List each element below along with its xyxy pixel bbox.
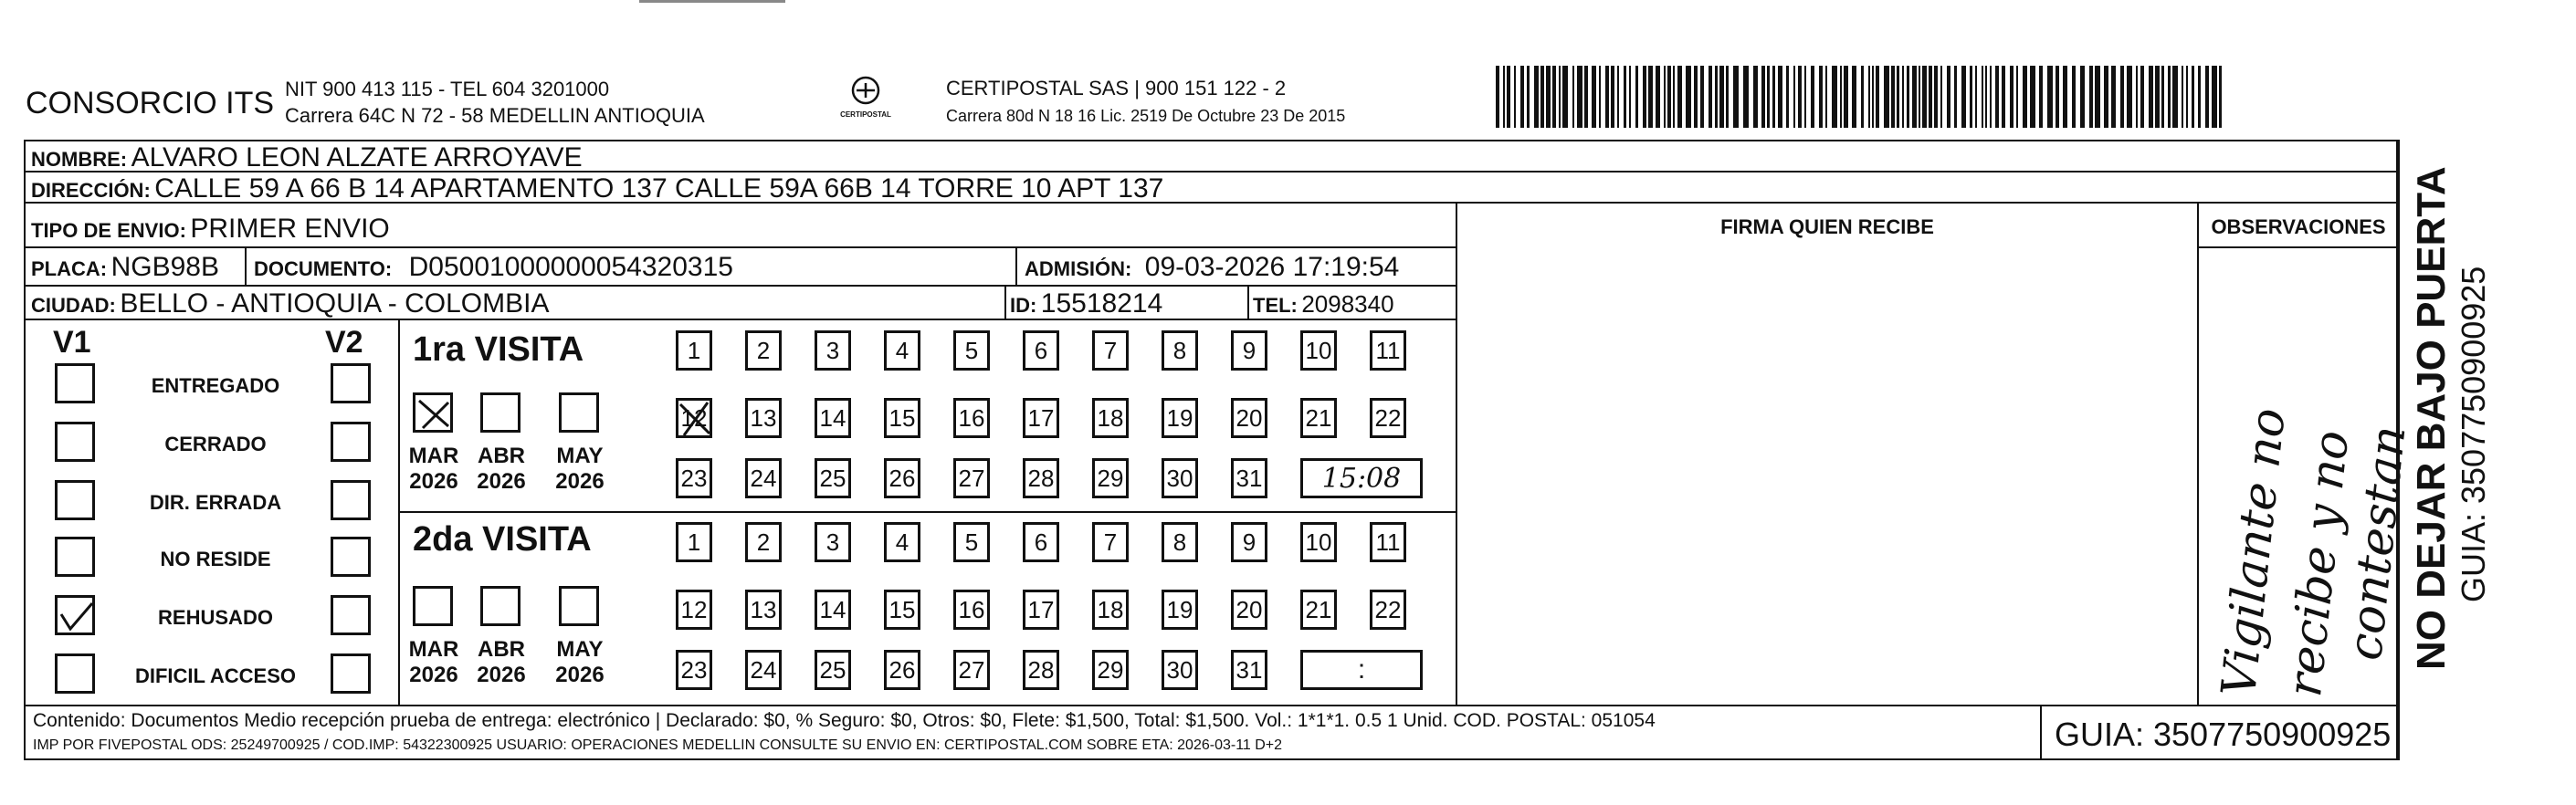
tel-label: TEL:	[1253, 294, 1298, 317]
barcode-bar	[2182, 66, 2183, 128]
day-box-15[interactable]: 15	[884, 398, 920, 438]
year-label: 2026	[409, 469, 458, 494]
row-line	[24, 246, 1456, 248]
tel-value: 2098340	[1301, 290, 1394, 318]
day-box-3[interactable]: 3	[815, 522, 851, 562]
barcode-bar	[1940, 66, 1942, 128]
day-box-9[interactable]: 9	[1231, 330, 1267, 371]
tipo-label: TIPO DE ENVIO:	[31, 219, 186, 242]
day-box-17[interactable]: 17	[1023, 398, 1059, 438]
barcode-bar	[2095, 66, 2100, 128]
barcode-bar	[2016, 66, 2018, 128]
barcode-bar	[1961, 66, 1966, 128]
barcode-bar	[2168, 66, 2171, 128]
day-box-22[interactable]: 22	[1370, 590, 1406, 630]
col-line	[1456, 202, 1457, 705]
id-value: 15518214	[1040, 288, 1163, 319]
barcode-bar	[1897, 66, 1899, 128]
barcode	[1496, 66, 2226, 128]
nit-line: NIT 900 413 115 - TEL 604 3201000	[285, 78, 610, 100]
month-label: ABR	[478, 637, 525, 662]
observacion-line-2: recibe y no	[2277, 427, 2360, 700]
barcode-bar	[1844, 66, 1848, 128]
barcode-bar	[1700, 66, 1704, 128]
v2-checkbox[interactable]	[331, 653, 371, 694]
barcode-bar	[2089, 66, 2093, 128]
barcode-bar	[1667, 66, 1671, 128]
barcode-bar	[1902, 66, 1904, 128]
day-box-8[interactable]: 8	[1162, 522, 1198, 562]
barcode-bar	[1907, 66, 1909, 128]
day-box-13[interactable]: 13	[745, 398, 782, 438]
barcode-bar	[2056, 66, 2059, 128]
v1-checkbox-dificil-acceso[interactable]	[55, 653, 95, 694]
day-box-14[interactable]: 14	[815, 398, 851, 438]
barcode-bar	[1540, 66, 1544, 128]
barcode-bar	[1743, 66, 1749, 128]
barcode-bar	[1832, 66, 1837, 128]
ciudad-row	[31, 288, 549, 319]
status-label: DIFICIL ACCESO	[134, 664, 296, 687]
barcode-bar	[2080, 66, 2085, 128]
barcode-bar	[1726, 66, 1729, 128]
visita2-title: 2da VISITA	[413, 520, 592, 559]
day-box-23[interactable]: 23	[676, 650, 712, 690]
month-label: MAR	[408, 444, 459, 468]
row-line	[24, 705, 2398, 706]
barcode-bar	[2030, 66, 2035, 128]
day-box-10[interactable]: 10	[1300, 522, 1337, 562]
col-line	[1247, 285, 1249, 319]
nombre-label: NOMBRE:	[31, 148, 128, 171]
barcode-bar	[2072, 66, 2076, 128]
barcode-bar	[2002, 66, 2005, 128]
barcode-bar	[1546, 66, 1551, 128]
day-box-16[interactable]: 16	[953, 398, 990, 438]
day-box-16[interactable]: 16	[953, 590, 990, 630]
time-box[interactable]: 15:08	[1300, 458, 1423, 498]
barcode-bar	[2120, 66, 2124, 128]
barcode-bar	[2155, 66, 2160, 128]
top-scan-line	[639, 0, 785, 3]
barcode-bar	[2136, 66, 2138, 128]
year-label: 2026	[555, 663, 605, 687]
barcode-bar	[1761, 66, 1765, 128]
month-checkbox-mar[interactable]	[413, 586, 453, 626]
v1-label: V1	[53, 325, 91, 360]
barcode-bar	[1982, 66, 1983, 128]
day-box-9[interactable]: 9	[1231, 522, 1267, 562]
v1-checkbox-no-reside[interactable]	[55, 537, 95, 577]
barcode-bar	[1648, 66, 1653, 128]
barcode-bar	[1629, 66, 1631, 128]
v1-checkbox-cerrado[interactable]	[55, 422, 95, 462]
year-label: 2026	[409, 663, 458, 687]
observaciones-header: OBSERVACIONES	[2211, 215, 2386, 238]
barcode-bar	[1970, 66, 1972, 128]
barcode-bar	[1611, 66, 1614, 128]
day-box-5[interactable]: 5	[953, 522, 990, 562]
barcode-bar	[2205, 66, 2209, 128]
logo-text: CERTIPOSTAL	[840, 110, 891, 119]
day-box-14[interactable]: 14	[815, 590, 851, 630]
barcode-bar	[2111, 66, 2116, 128]
barcode-bar	[1767, 66, 1770, 128]
col-line	[1004, 285, 1006, 319]
row-line	[24, 285, 1456, 287]
month-checkbox-mar[interactable]	[413, 392, 453, 433]
barcode-bar	[1496, 66, 1499, 128]
barcode-bar	[1503, 66, 1505, 128]
barcode-bar	[1562, 66, 1568, 128]
row-line	[2197, 246, 2398, 248]
barcode-bar	[2023, 66, 2027, 128]
v2-checkbox[interactable]	[331, 595, 371, 635]
v2-checkbox[interactable]	[331, 422, 371, 462]
day-box-8[interactable]: 8	[1162, 330, 1198, 371]
barcode-bar	[1852, 66, 1856, 128]
placa-row	[31, 252, 219, 283]
day-box-25[interactable]: 25	[815, 650, 851, 690]
day-box-29[interactable]: 29	[1092, 650, 1129, 690]
barcode-bar	[2010, 66, 2013, 128]
year-label: 2026	[477, 469, 526, 494]
barcode-bar	[1673, 66, 1675, 128]
barcode-bar	[2192, 66, 2194, 128]
day-box-10[interactable]: 10	[1300, 330, 1337, 371]
barcode-bar	[1891, 66, 1895, 128]
status-label: ENTREGADO	[151, 374, 280, 397]
v1-checkbox-dir-errada[interactable]	[55, 480, 95, 520]
day-box-4[interactable]: 4	[884, 522, 920, 562]
barcode-bar	[1861, 66, 1864, 128]
col-line	[1015, 246, 1017, 285]
status-label: CERRADO	[164, 433, 267, 455]
day-box-21[interactable]: 21	[1300, 398, 1337, 438]
barcode-bar	[1975, 66, 1977, 128]
month-label: MAY	[556, 637, 604, 662]
barcode-bar	[2063, 66, 2067, 128]
day-box-20[interactable]: 20	[1231, 398, 1267, 438]
barcode-bar	[1599, 66, 1601, 128]
certipostal-address: Carrera 80d N 18 16 Lic. 2519 De Octubre 23 De 2015	[946, 107, 1346, 125]
admision-value: 09-03-2026 17:19:54	[1144, 252, 1400, 282]
barcode-bar	[1819, 66, 1823, 128]
v2-checkbox[interactable]	[331, 480, 371, 520]
barcode-bar	[1798, 66, 1802, 128]
barcode-bar	[1559, 66, 1561, 128]
barcode-bar	[1868, 66, 1870, 128]
day-box-2[interactable]: 2	[745, 330, 782, 371]
documento-value: D05001000000054320315	[408, 252, 733, 282]
day-box-31[interactable]: 31	[1231, 458, 1267, 498]
barcode-bar	[1811, 66, 1814, 128]
month-checkbox-may[interactable]	[559, 586, 599, 626]
barcode-bar	[1884, 66, 1889, 128]
day-box-18[interactable]: 18	[1092, 398, 1129, 438]
documento-label: DOCUMENTO:	[254, 257, 393, 280]
day-box-25[interactable]: 25	[815, 458, 851, 498]
time-box[interactable]: :	[1300, 650, 1423, 690]
barcode-bar	[1572, 66, 1574, 128]
visita1-title: 1ra VISITA	[413, 330, 584, 369]
observacion-line-3: contestan	[2338, 423, 2417, 664]
barcode-bar	[1719, 66, 1724, 128]
documento-row	[254, 252, 733, 283]
barcode-bar	[2127, 66, 2132, 128]
barcode-bar	[2212, 66, 2217, 128]
direccion-row	[31, 173, 1163, 204]
barcode-bar	[1876, 66, 1879, 128]
day-box-29[interactable]: 29	[1092, 458, 1129, 498]
day-box-28[interactable]: 28	[1023, 458, 1059, 498]
month-label: MAR	[408, 637, 459, 662]
observacion-line-1: Vigilante no	[2212, 405, 2297, 700]
day-box-31[interactable]: 31	[1231, 650, 1267, 690]
day-box-4[interactable]: 4	[884, 330, 920, 371]
barcode-bar	[1715, 66, 1718, 128]
day-box-22[interactable]: 22	[1370, 398, 1406, 438]
company-address: Carrera 64C N 72 - 58 MEDELLIN ANTIOQUIA	[285, 104, 705, 127]
barcode-bar	[1872, 66, 1874, 128]
day-box-6[interactable]: 6	[1023, 522, 1059, 562]
barcode-bar	[1527, 66, 1530, 128]
barcode-bar	[1825, 66, 1827, 128]
barcode-bar	[1947, 66, 1950, 128]
barcode-bar	[1778, 66, 1782, 128]
barcode-bar	[1929, 66, 1932, 128]
v2-label: V2	[325, 325, 363, 360]
day-box-5[interactable]: 5	[953, 330, 990, 371]
day-box-27[interactable]: 27	[953, 650, 990, 690]
nombre-row	[31, 142, 583, 173]
month-checkbox-abr[interactable]	[480, 392, 520, 433]
id-row	[1010, 288, 1162, 319]
barcode-bar	[1786, 66, 1789, 128]
barcode-bar	[1552, 66, 1556, 128]
day-box-23[interactable]: 23	[676, 458, 712, 498]
month-label: ABR	[478, 444, 525, 468]
day-box-7[interactable]: 7	[1092, 522, 1129, 562]
cross-mark-icon	[678, 401, 711, 437]
barcode-bar	[1995, 66, 1999, 128]
barcode-bar	[1985, 66, 1987, 128]
day-box-11[interactable]: 11	[1370, 522, 1406, 562]
barcode-bar	[1534, 66, 1539, 128]
placa-label: PLACA:	[31, 257, 108, 280]
tel-row	[1253, 290, 1394, 319]
barcode-bar	[1592, 66, 1596, 128]
day-number: 12	[680, 403, 708, 432]
barcode-bar	[2039, 66, 2043, 128]
day-box-1[interactable]: 1	[676, 330, 712, 371]
day-box-15[interactable]: 15	[884, 590, 920, 630]
day-box-3[interactable]: 3	[815, 330, 851, 371]
barcode-bar	[1804, 66, 1806, 128]
nombre-value: ALVARO LEON ALZATE ARROYAVE	[131, 142, 583, 172]
admision-row	[1025, 252, 1399, 283]
id-label: ID:	[1010, 294, 1037, 317]
barcode-bar	[1635, 66, 1638, 128]
day-box-28[interactable]: 28	[1023, 650, 1059, 690]
barcode-bar	[1617, 66, 1619, 128]
barcode-bar	[1520, 66, 1524, 128]
barcode-bar	[1584, 66, 1588, 128]
firma-header: FIRMA QUIEN RECIBE	[1720, 215, 1934, 238]
barcode-bar	[2149, 66, 2153, 128]
direccion-value: CALLE 59 A 66 B 14 APARTAMENTO 137 CALLE 59A 66B 14 TORRE 10 APT 137	[154, 173, 1164, 204]
barcode-bar	[1656, 66, 1660, 128]
day-box-20[interactable]: 20	[1231, 590, 1267, 630]
v2-checkbox[interactable]	[331, 537, 371, 577]
barcode-bar	[1709, 66, 1712, 128]
barcode-bar	[2198, 66, 2201, 128]
barcode-bar	[1772, 66, 1775, 128]
footer-imp: IMP POR FIVEPOSTAL ODS: 25249700925 / COD.IMP: 54322300925 USUARIO: OPERACIONES MEDELLIN CONSULTE SU ENVIO EN: CERTIPOSTAL.COM SOBRE ETA: 2026-03-11 D+2	[33, 737, 1283, 753]
day-box-26[interactable]: 26	[884, 458, 920, 498]
year-label: 2026	[477, 663, 526, 687]
barcode-bar	[1507, 66, 1510, 128]
barcode-bar	[1733, 66, 1739, 128]
barcode-bar	[1664, 66, 1666, 128]
status-label: NO RESIDE	[160, 548, 271, 570]
day-box-7[interactable]: 7	[1092, 330, 1129, 371]
barcode-bar	[2219, 66, 2222, 128]
day-box-12[interactable]: 12	[676, 590, 712, 630]
barcode-bar	[1514, 66, 1516, 128]
barcode-bar	[1793, 66, 1795, 128]
tipo-value: PRIMER ENVIO	[190, 214, 390, 244]
placa-value: NGB98B	[110, 252, 219, 282]
barcode-bar	[2104, 66, 2108, 128]
day-box-24[interactable]: 24	[745, 650, 782, 690]
v1-checkbox-rehusado[interactable]	[55, 595, 95, 635]
day-box-21[interactable]: 21	[1300, 590, 1337, 630]
day-box-24[interactable]: 24	[745, 458, 782, 498]
row-line	[398, 511, 1456, 513]
day-box-1[interactable]: 1	[676, 522, 712, 562]
day-box-27[interactable]: 27	[953, 458, 990, 498]
day-box-19[interactable]: 19	[1162, 398, 1198, 438]
day-box-13[interactable]: 13	[745, 590, 782, 630]
day-box-17[interactable]: 17	[1023, 590, 1059, 630]
barcode-bar	[1624, 66, 1626, 128]
no-dejar-warning: NO DEJAR BAJO PUERTA	[2409, 166, 2454, 670]
check-mark-icon	[58, 598, 94, 634]
day-box-6[interactable]: 6	[1023, 330, 1059, 371]
admision-label: ADMISIÓN:	[1025, 257, 1132, 280]
barcode-bar	[1990, 66, 1992, 128]
month-checkbox-abr[interactable]	[480, 586, 520, 626]
day-box-19[interactable]: 19	[1162, 590, 1198, 630]
barcode-bar	[1934, 66, 1938, 128]
col-line	[2197, 202, 2199, 705]
day-box-2[interactable]: 2	[745, 522, 782, 562]
barcode-bar	[1840, 66, 1842, 128]
barcode-bar	[1919, 66, 1920, 128]
status-label: DIR. ERRADA	[149, 491, 282, 514]
month-label: MAY	[556, 444, 604, 468]
side-guia: GUIA: 3507750900925	[2455, 266, 2492, 602]
certipostal-line: CERTIPOSTAL SAS | 900 151 122 - 2	[946, 77, 1287, 99]
barcode-bar	[2172, 66, 2178, 128]
barcode-bar	[1954, 66, 1957, 128]
certipostal-logo	[829, 75, 902, 130]
barcode-bar	[1912, 66, 1917, 128]
col-line	[245, 246, 247, 285]
barcode-bar	[2186, 66, 2188, 128]
day-box-26[interactable]: 26	[884, 650, 920, 690]
ciudad-value: BELLO - ANTIOQUIA - COLOMBIA	[120, 288, 550, 319]
barcode-bar	[1643, 66, 1646, 128]
day-box-30[interactable]: 30	[1162, 650, 1198, 690]
direccion-label: DIRECCIÓN:	[31, 179, 151, 202]
day-box-30[interactable]: 30	[1162, 458, 1198, 498]
barcode-bar	[2047, 66, 2053, 128]
barcode-bar	[1686, 66, 1691, 128]
ciudad-label: CIUDAD:	[31, 294, 116, 317]
year-label: 2026	[555, 469, 605, 494]
barcode-bar	[1922, 66, 1927, 128]
certipostal-logo-icon	[847, 75, 884, 106]
cross-mark-icon	[415, 395, 452, 432]
status-label: REHUSADO	[158, 606, 273, 629]
footer-contenido: Contenido: Documentos Medio recepción prueba de entrega: electrónico | Declarado: $0, % Seguro: $0, Otros: $0, Flete: $1,500, Total: $1,500. Vol.: 1*1*1. 0.5 1 Unid. COD. POSTAL: 051054	[33, 710, 1656, 731]
col-line	[2040, 705, 2042, 760]
day-box-18[interactable]: 18	[1092, 590, 1129, 630]
v2-checkbox[interactable]	[331, 363, 371, 403]
day-box-11[interactable]: 11	[1370, 330, 1406, 371]
barcode-bar	[1577, 66, 1582, 128]
barcode-bar	[1694, 66, 1698, 128]
footer-guia: GUIA: 3507750900925	[2055, 716, 2392, 753]
company-name: CONSORCIO ITS	[26, 86, 275, 120]
barcode-bar	[1605, 66, 1609, 128]
month-checkbox-may[interactable]	[559, 392, 599, 433]
col-line	[398, 319, 400, 705]
barcode-bar	[2140, 66, 2144, 128]
v1-checkbox-entregado[interactable]	[55, 363, 95, 403]
barcode-bar	[1677, 66, 1682, 128]
day-box-12[interactable]	[676, 398, 712, 438]
barcode-bar	[2161, 66, 2164, 128]
tipo-row	[31, 214, 390, 245]
barcode-bar	[1753, 66, 1758, 128]
